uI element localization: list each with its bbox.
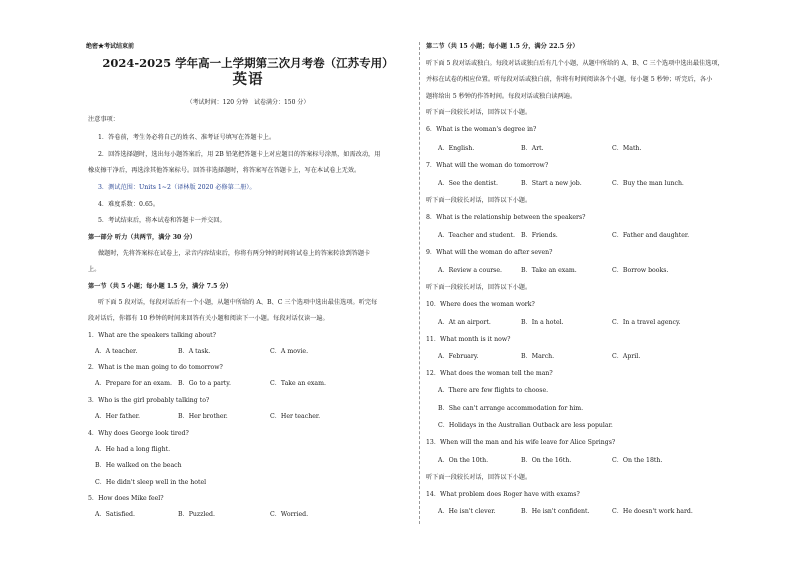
listen-instruction-6-7: 听下面一段较长对话，回答以下小题。 — [426, 109, 532, 116]
question-9: 9．What will the woman do after seven? — [426, 249, 553, 256]
q12-option-b[interactable]: B．She can't arrange accommodation for him. — [438, 405, 584, 412]
section1-desc-a: 听下面 5 段对话，每段对话后有一个小题，从题中所给的 A、B、C 三个选项中选出最佳选项。听完每 — [98, 299, 378, 306]
q9-option-b[interactable]: B．Take an exam. — [521, 267, 577, 274]
note-3: 3．测试范围：Units 1~2（译林版 2020 必修第二册）。 — [98, 184, 256, 191]
q5-option-c[interactable]: C．Worried. — [270, 511, 309, 518]
q3-option-c[interactable]: C．Her teacher. — [270, 413, 321, 420]
secret-label: 绝密★考试结束前 — [86, 43, 135, 50]
q2-option-b[interactable]: B．Go to a party. — [178, 380, 231, 387]
note-1: 1．答卷前，考生务必将自己的姓名、准考证号填写在答题卡上。 — [98, 134, 276, 141]
note-2b: 橡皮擦干净后，再选涂其他答案标号。回答非选择题时，将答案写在答题卡上，写在本试卷上无效。 — [88, 167, 361, 174]
part1-desc-a: 做题时，先将答案标在试卷上，录音内容结束后，你将有两分钟的时间将试卷上的答案转涂到答题卡 — [98, 250, 371, 257]
section1-heading: 第一节（共 5 小题；每小题 1.5 分，满分 7.5 分） — [88, 283, 232, 290]
q5-option-b[interactable]: B．Puzzled. — [178, 511, 215, 518]
section2-desc-a: 听下面 5 段对话或独白。每段对话或独白后有几个小题，从题中所给的 A、B、C 三个选项中选出最佳选项， — [426, 60, 724, 67]
q7-option-a[interactable]: A．See the dentist. — [438, 180, 498, 187]
note-2a: 2．回答选择题时，选出每小题答案后，用 2B 铅笔把答题卡上对应题目的答案标号涂黑，如需改动，用 — [98, 151, 381, 158]
notes-heading: 注意事项： — [88, 116, 119, 123]
q8-option-c[interactable]: C．Father and daughter. — [612, 232, 690, 239]
listen-instruction-14: 听下面一段较长对话，回答以下小题。 — [426, 474, 532, 481]
q4-option-b[interactable]: B．He walked on the beach — [95, 462, 182, 469]
question-7: 7．What will the woman do tomorrow? — [426, 162, 549, 169]
question-5: 5．How does Mike feel? — [88, 495, 164, 502]
q13-option-c[interactable]: C．On the 18th. — [612, 457, 663, 464]
q11-option-b[interactable]: B．March. — [521, 353, 555, 360]
q10-option-b[interactable]: B．In a hotel. — [521, 319, 564, 326]
q6-option-a[interactable]: A．English. — [438, 145, 475, 152]
q12-option-c[interactable]: C．Holidays in the Australian Outback are less popular. — [438, 422, 613, 429]
q8-option-b[interactable]: B．Friends. — [521, 232, 558, 239]
q11-option-c[interactable]: C．April. — [612, 353, 641, 360]
q6-option-b[interactable]: B．Art. — [521, 145, 544, 152]
section2-desc-c: 题将给出 5 秒钟的作答时间。每段对话或独白读两遍。 — [426, 93, 577, 100]
question-13: 13．When will the man and his wife leave for Alice Springs? — [426, 439, 616, 446]
q8-option-a[interactable]: A．Teacher and student. — [438, 232, 515, 239]
question-8: 8．What is the relationship between the speakers? — [426, 214, 586, 221]
q3-option-b[interactable]: B．Her brother. — [178, 413, 228, 420]
column-divider — [419, 42, 420, 524]
q9-option-c[interactable]: C．Borrow books. — [612, 267, 669, 274]
question-11: 11．What month is it now? — [426, 336, 511, 343]
q13-option-b[interactable]: B．On the 16th. — [521, 457, 572, 464]
exam-info: （考试时间：120 分钟 试卷满分：150 分） — [186, 99, 310, 106]
question-4: 4．Why does George look tired? — [88, 430, 189, 437]
question-10: 10．Where does the woman work? — [426, 301, 535, 308]
q2-option-a[interactable]: A．Prepare for an exam. — [95, 380, 172, 387]
q4-option-a[interactable]: A．He had a long flight. — [95, 446, 171, 453]
q1-option-a[interactable]: A．A teacher. — [95, 348, 138, 355]
section2-heading: 第二节（共 15 小题；每小题 1.5 分，满分 22.5 分） — [426, 43, 579, 50]
q1-option-b[interactable]: B．A task. — [178, 348, 211, 355]
q10-option-a[interactable]: A．At an airport. — [438, 319, 491, 326]
subject-title: 英语 — [232, 71, 264, 88]
q12-option-a[interactable]: A．There are few flights to choose. — [438, 387, 549, 394]
q7-option-c[interactable]: C．Buy the man lunch. — [612, 180, 684, 187]
q5-option-a[interactable]: A．Satisfied. — [95, 511, 135, 518]
question-3: 3．Who is the girl probably talking to? — [88, 397, 210, 404]
q14-option-b[interactable]: B．He isn't confident. — [521, 508, 590, 515]
section1-desc-b: 段对话后，你都有 10 秒钟的时间来回答有关小题和阅读下一小题。每段对话仅读一遍。 — [88, 315, 329, 322]
exam-title: 2024-2025 学年高一上学期第三次月考卷（江苏专用） — [102, 56, 394, 70]
section2-desc-b: 并标在试卷的相应位置。听每段对话或独白前，你将有时间阅读各个小题，每小题 5 秒钟；听完后，各小 — [426, 76, 713, 83]
q14-option-c[interactable]: C．He doesn't work hard. — [612, 508, 693, 515]
question-2: 2．What is the man going to do tomorrow? — [88, 364, 223, 371]
q10-option-c[interactable]: C．In a travel agency. — [612, 319, 681, 326]
listen-instruction-10-11: 听下面一段较长对话，回答以下小题。 — [426, 284, 532, 291]
note-5: 5．考试结束后，将本试卷和答题卡一并交回。 — [98, 217, 226, 224]
q13-option-a[interactable]: A．On the 10th. — [438, 457, 489, 464]
q2-option-c[interactable]: C．Take an exam. — [270, 380, 326, 387]
q1-option-c[interactable]: C．A movie. — [270, 348, 309, 355]
question-6: 6．What is the woman's degree in? — [426, 126, 537, 133]
q7-option-b[interactable]: B．Start a new job. — [521, 180, 582, 187]
question-1: 1．What are the speakers talking about? — [88, 332, 216, 339]
q3-option-a[interactable]: A．Her father. — [95, 413, 140, 420]
q6-option-c[interactable]: C．Math. — [612, 145, 642, 152]
part1-heading: 第一部分 听力（共两节，满分 30 分） — [88, 234, 196, 241]
part1-desc-b: 上。 — [88, 266, 101, 273]
q4-option-c[interactable]: C．He didn't sleep well in the hotel — [95, 479, 207, 486]
q9-option-a[interactable]: A．Review a course. — [438, 267, 502, 274]
q14-option-a[interactable]: A．He isn't clever. — [438, 508, 496, 515]
q11-option-a[interactable]: A．February. — [438, 353, 479, 360]
question-14: 14．What problem does Roger have with exams? — [426, 491, 580, 498]
note-4: 4．难度系数：0.65。 — [98, 201, 160, 208]
listen-instruction-8-9: 听下面一段较长对话，回答以下小题。 — [426, 197, 532, 204]
question-12: 12．What does the woman tell the man? — [426, 370, 553, 377]
